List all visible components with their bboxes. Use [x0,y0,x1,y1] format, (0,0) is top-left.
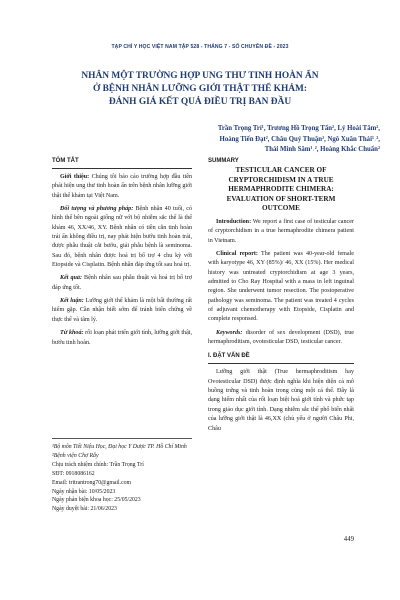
title-line-2: Ở BỆNH NHÂN LƯỠNG GIỚI THẬT THỂ KHẢM: [92,84,307,94]
english-summary [208,158,354,438]
abstract-keywords: Từ khoá: rối loạn phát triển giới tính, lưỡng giới thật, bướu tinh hoàn. [52,330,192,346]
summary-clinical-report: Clinical report: The patient was 40-year-old female with karyotype 46, XY (85%)/ 46, XX (15%). Her medical history was untreated cryptorchidism at age 3 years, admitted to Cho Ray Hospital with a mass in left inguinal region. She underwent tumor resection. The postoperative pathology was seminoma. The patient was treated 4 cycles of adjuvant chemotherapy with Etopside, Cisplatin and complete responsed. [208,251,354,323]
article-title [58,70,342,109]
abstract-result: Kết quả: Bệnh nhân sau phẫu thuật và hoá trị bổ trợ đáp ứng tốt. [52,275,192,291]
footnote-received: Ngày nhận bài: 10/05/2023 [52,488,116,495]
title-line-3: ĐÁNH GIÁ KẾT QUẢ ĐIỀU TRỊ BAN ĐẦU [108,97,292,107]
footnote-email[interactable]: Email: tritrantrong70@gmail.com [52,479,132,486]
abstract-conclusion: Kết luận: Lưỡng giới thể khảm là một bất thường rất hiếm gặp. Cần nhận biết sớm để tránh biến chứng về thực thể và tâm lý. [52,298,192,323]
title-line-1: NHÂN MỘT TRƯỜNG HỢP UNG THƯ TINH HOÀN ẨN [81,71,319,81]
footnote-separator [52,438,192,439]
footnote-affiliation-2: ²Bệnh viện Chợ Rẫy [52,452,99,459]
english-title: TESTICULAR CANCER OF CRYPTORCHIDISM IN A TRUE HERMAPHRODITE CHIMERA: EVALUATION OF SHORT-TERM OUTCOME [226,166,336,213]
journal-header: TẠP CHÍ Y HỌC VIỆT NAM TẬP 528 - THÁNG 7 - SỐ CHUYÊN ĐỀ - 2023 [111,44,289,50]
heading-rule [52,168,192,169]
footnote-reviewed: Ngày phản biện khoa học: 25/05/2023 [52,497,141,504]
section-rule [208,363,354,364]
authors-line-1: Trần Trọng Trí¹, Trương Hồ Trọng Tấn², Lý Hoài Tâm², [217,125,380,132]
authors-line-3: Thái Minh Sâm¹˒², Hoàng Khắc Chuẩn² [264,146,380,153]
section-1-heading: I. ĐẶT VẤN ĐỀ [208,353,250,360]
footnotes [52,443,194,514]
abstract-method: Đối tượng và phương pháp: Bệnh nhân 40 tuổi, có hình thể bên ngoài giống nữ với bộ nhiễm sắc thể là thể khảm 46, XX/46, XY. Bệnh nhân có tiền căn tinh hoàn trái ẩn không điều trị, nay phát hiện bướu tinh hoàn trái, được phẫu thuật cắt bướu, giải phẫu bệnh là seminoma. Sau đó, bệnh nhân được hoá trị bổ trợ 4 chu kỳ với Etopside và Cisplatin. Bệnh nhân đáp ứng tốt sau hoá trị. [52,206,192,269]
section-1-body: Lưỡng giới thật (True hermaphroditism hay Ovotesticular DSD) được định nghĩa khi hiện diện cả mô buồng trứng và tinh hoàn trong cùng một cá thể. Đây là dạng hiếm nhất của rối loạn biệt hoá giới tính và phức tạp trong giảo dục giới tính. Dạng nhiễm sắc thể phổ biến nhất của lưỡng giới thật là 46,XX (chủ yếu ở người Châu Phi, Châu [208,369,354,432]
abstract-heading: TÓM TẮT [52,158,79,164]
summary-intro: Introduction: We report a first case of testicular cancer of cryptorchidism in a true hermaphrodite chimera patient in Vietnam. [208,218,354,244]
footnote-affiliation-1: ¹Bộ môn Tiết Niệu Học, Đại học Y Dược TP. Hồ Chí Minh [52,444,187,450]
summary-heading: SUMMARY [208,158,239,164]
summary-keywords: Keywords: disorder of sex development (DSD), true hermaphroditism, ovotesticular DSD, testicular cancer. [208,329,354,346]
author-list [140,124,380,156]
footnote-corresponding: Chịu trách nhiệm chính: Trần Trọng Trí [52,461,144,468]
footnote-accepted: Ngày duyệt bài: 21/06/2023 [52,506,117,513]
vietnamese-abstract [52,158,192,352]
abstract-intro: Giới thiệu: Chúng tôi báo cáo trường hợp đầu tiên phát hiện ung thư tinh hoàn ẩn trên bệnh nhân lưỡng giới thật thể khảm tại Việt Nam. [52,174,192,199]
footnote-phone: SĐT: 0918086162 [52,470,95,477]
authors-line-2: Hoàng Tiến Đạt², Châu Quý Thuận², Ngô Xuân Thái¹˒², [219,135,380,143]
page-number: 449 [343,536,354,543]
